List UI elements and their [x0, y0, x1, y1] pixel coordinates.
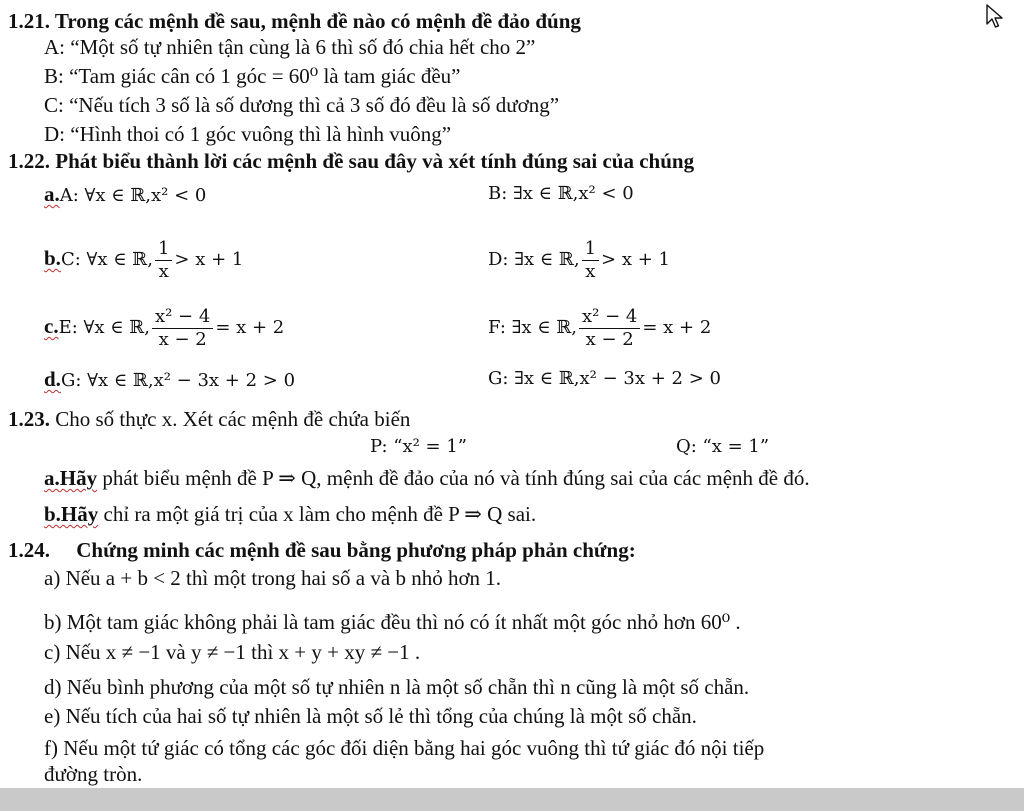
q122-d-den: x — [585, 260, 596, 282]
mouse-pointer-icon — [986, 4, 1004, 30]
q124-item-f-continued: đường tròn. — [44, 762, 143, 786]
bottom-band — [0, 788, 1024, 811]
q124-item-f: f) Nếu một tứ giác có tổng các góc đối diện bằng hai góc vuông thì tứ giác đó nội tiếp — [44, 736, 765, 760]
q123-title-text — [8, 407, 410, 431]
q122-f-lead: F: ∃x ∈ ℝ, — [488, 317, 577, 338]
q122-title: 1.22. Phát biểu thành lời các mệnh đề sau đây và xét tính đúng sai của chúng — [8, 149, 695, 173]
q123-part-b — [44, 502, 536, 526]
q121-title: 1.21. Trong các mệnh đề sau, mệnh đề nào có mệnh đề đảo đúng — [8, 9, 581, 33]
q122-b-expr: B: ∃x ∈ ℝ,x² < 0 — [488, 183, 634, 204]
q123-part-a — [44, 466, 810, 490]
q123-a-label: a.Hãy — [44, 466, 98, 490]
q122-c-tail: > x + 1 — [174, 249, 244, 270]
q122-e-num: x² − 4 — [152, 306, 213, 329]
q121-option-b: B: “Tam giác cân có 1 góc = 60⁰ là tam giác đều” — [44, 64, 461, 88]
q122-b-label: b. — [44, 246, 61, 270]
q123-title — [8, 407, 410, 431]
q122-row-b — [44, 236, 243, 283]
q122-row-c — [44, 304, 284, 351]
q124-item-a: a) Nếu a + b < 2 thì một trong hai số a và b nhỏ hơn 1. — [44, 566, 502, 590]
q124-title: 1.24. Chứng minh các mệnh đề sau bằng phương pháp phản chứng: — [8, 538, 636, 562]
q122-c-fraction — [155, 238, 172, 283]
q122-h-expr: G: ∃x ∈ ℝ,x² − 3x + 2 > 0 — [488, 368, 721, 389]
q122-row-d — [488, 236, 670, 283]
q122-d-num: 1 — [582, 238, 599, 261]
q122-row-a — [44, 182, 206, 208]
q122-row-f — [488, 304, 711, 351]
q123-b-text: chỉ ra một giá trị của x làm cho mệnh đề P ⇒ Q sai. — [98, 502, 537, 526]
q122-a-label: a. — [44, 182, 60, 206]
q124-item-c: c) Nếu x ≠ −1 và y ≠ −1 thì x + y + xy ≠ −1 . — [44, 640, 421, 664]
q123-p: P: “x² = 1” — [370, 436, 468, 457]
q124-item-e: e) Nếu tích của hai số tự nhiên là một số lẻ thì tổng của chúng là một số chẵn. — [44, 704, 697, 728]
q123-number: 1.23. — [8, 407, 50, 431]
q124-item-d: d) Nếu bình phương của một số tự nhiên n là một số chẵn thì n cũng là một số chẵn. — [44, 675, 750, 699]
q122-e-tail: = x + 2 — [215, 317, 285, 338]
q123-q: Q: “x = 1” — [676, 436, 770, 457]
q122-g-expr: G: ∀x ∈ ℝ,x² − 3x + 2 > 0 — [60, 370, 296, 391]
q121-option-c: C: “Nếu tích 3 số là số dương thì cả 3 số đó đều là số dương” — [44, 93, 560, 117]
q122-e-lead: E: ∀x ∈ ℝ, — [58, 317, 150, 338]
q123-b-label: b.Hãy — [44, 502, 99, 526]
q121-option-d: D: “Hình thoi có 1 góc vuông thì là hình vuông” — [44, 122, 452, 146]
q122-c-label: c. — [44, 314, 59, 338]
q122-d-lead: D: ∃x ∈ ℝ, — [488, 249, 580, 270]
q122-d-tail: > x + 1 — [601, 249, 670, 270]
q122-a-expr: A: ∀x ∈ ℝ,x² < 0 — [59, 185, 207, 206]
q122-d-fraction — [582, 238, 599, 283]
q121-option-a: A: “Một số tự nhiên tận cùng là 6 thì số đó chia hết cho 2” — [44, 35, 536, 59]
q122-f-den: x − 2 — [585, 328, 634, 350]
q123-title-rest: Cho số thực x. Xét các mệnh đề chứa biến — [50, 407, 411, 431]
q122-f-tail: = x + 2 — [642, 317, 712, 338]
q122-e-den: x − 2 — [158, 328, 207, 350]
q124-item-b: b) Một tam giác không phải là tam giác đều thì nó có ít nhất một góc nhỏ hơn 60⁰ . — [44, 610, 741, 634]
q122-c-num: 1 — [155, 238, 172, 261]
q122-f-fraction — [579, 306, 640, 351]
q122-c-lead: C: ∀x ∈ ℝ, — [60, 249, 153, 270]
q122-c-den: x — [158, 260, 169, 282]
q122-row-d2 — [44, 367, 295, 393]
q123-a-text: phát biểu mệnh đề P ⇒ Q, mệnh đề đảo của nó và tính đúng sai của các mệnh đề đó. — [97, 466, 810, 490]
q122-d-label: d. — [44, 367, 61, 391]
q122-f-num: x² − 4 — [579, 306, 640, 329]
q122-e-fraction — [152, 306, 213, 351]
